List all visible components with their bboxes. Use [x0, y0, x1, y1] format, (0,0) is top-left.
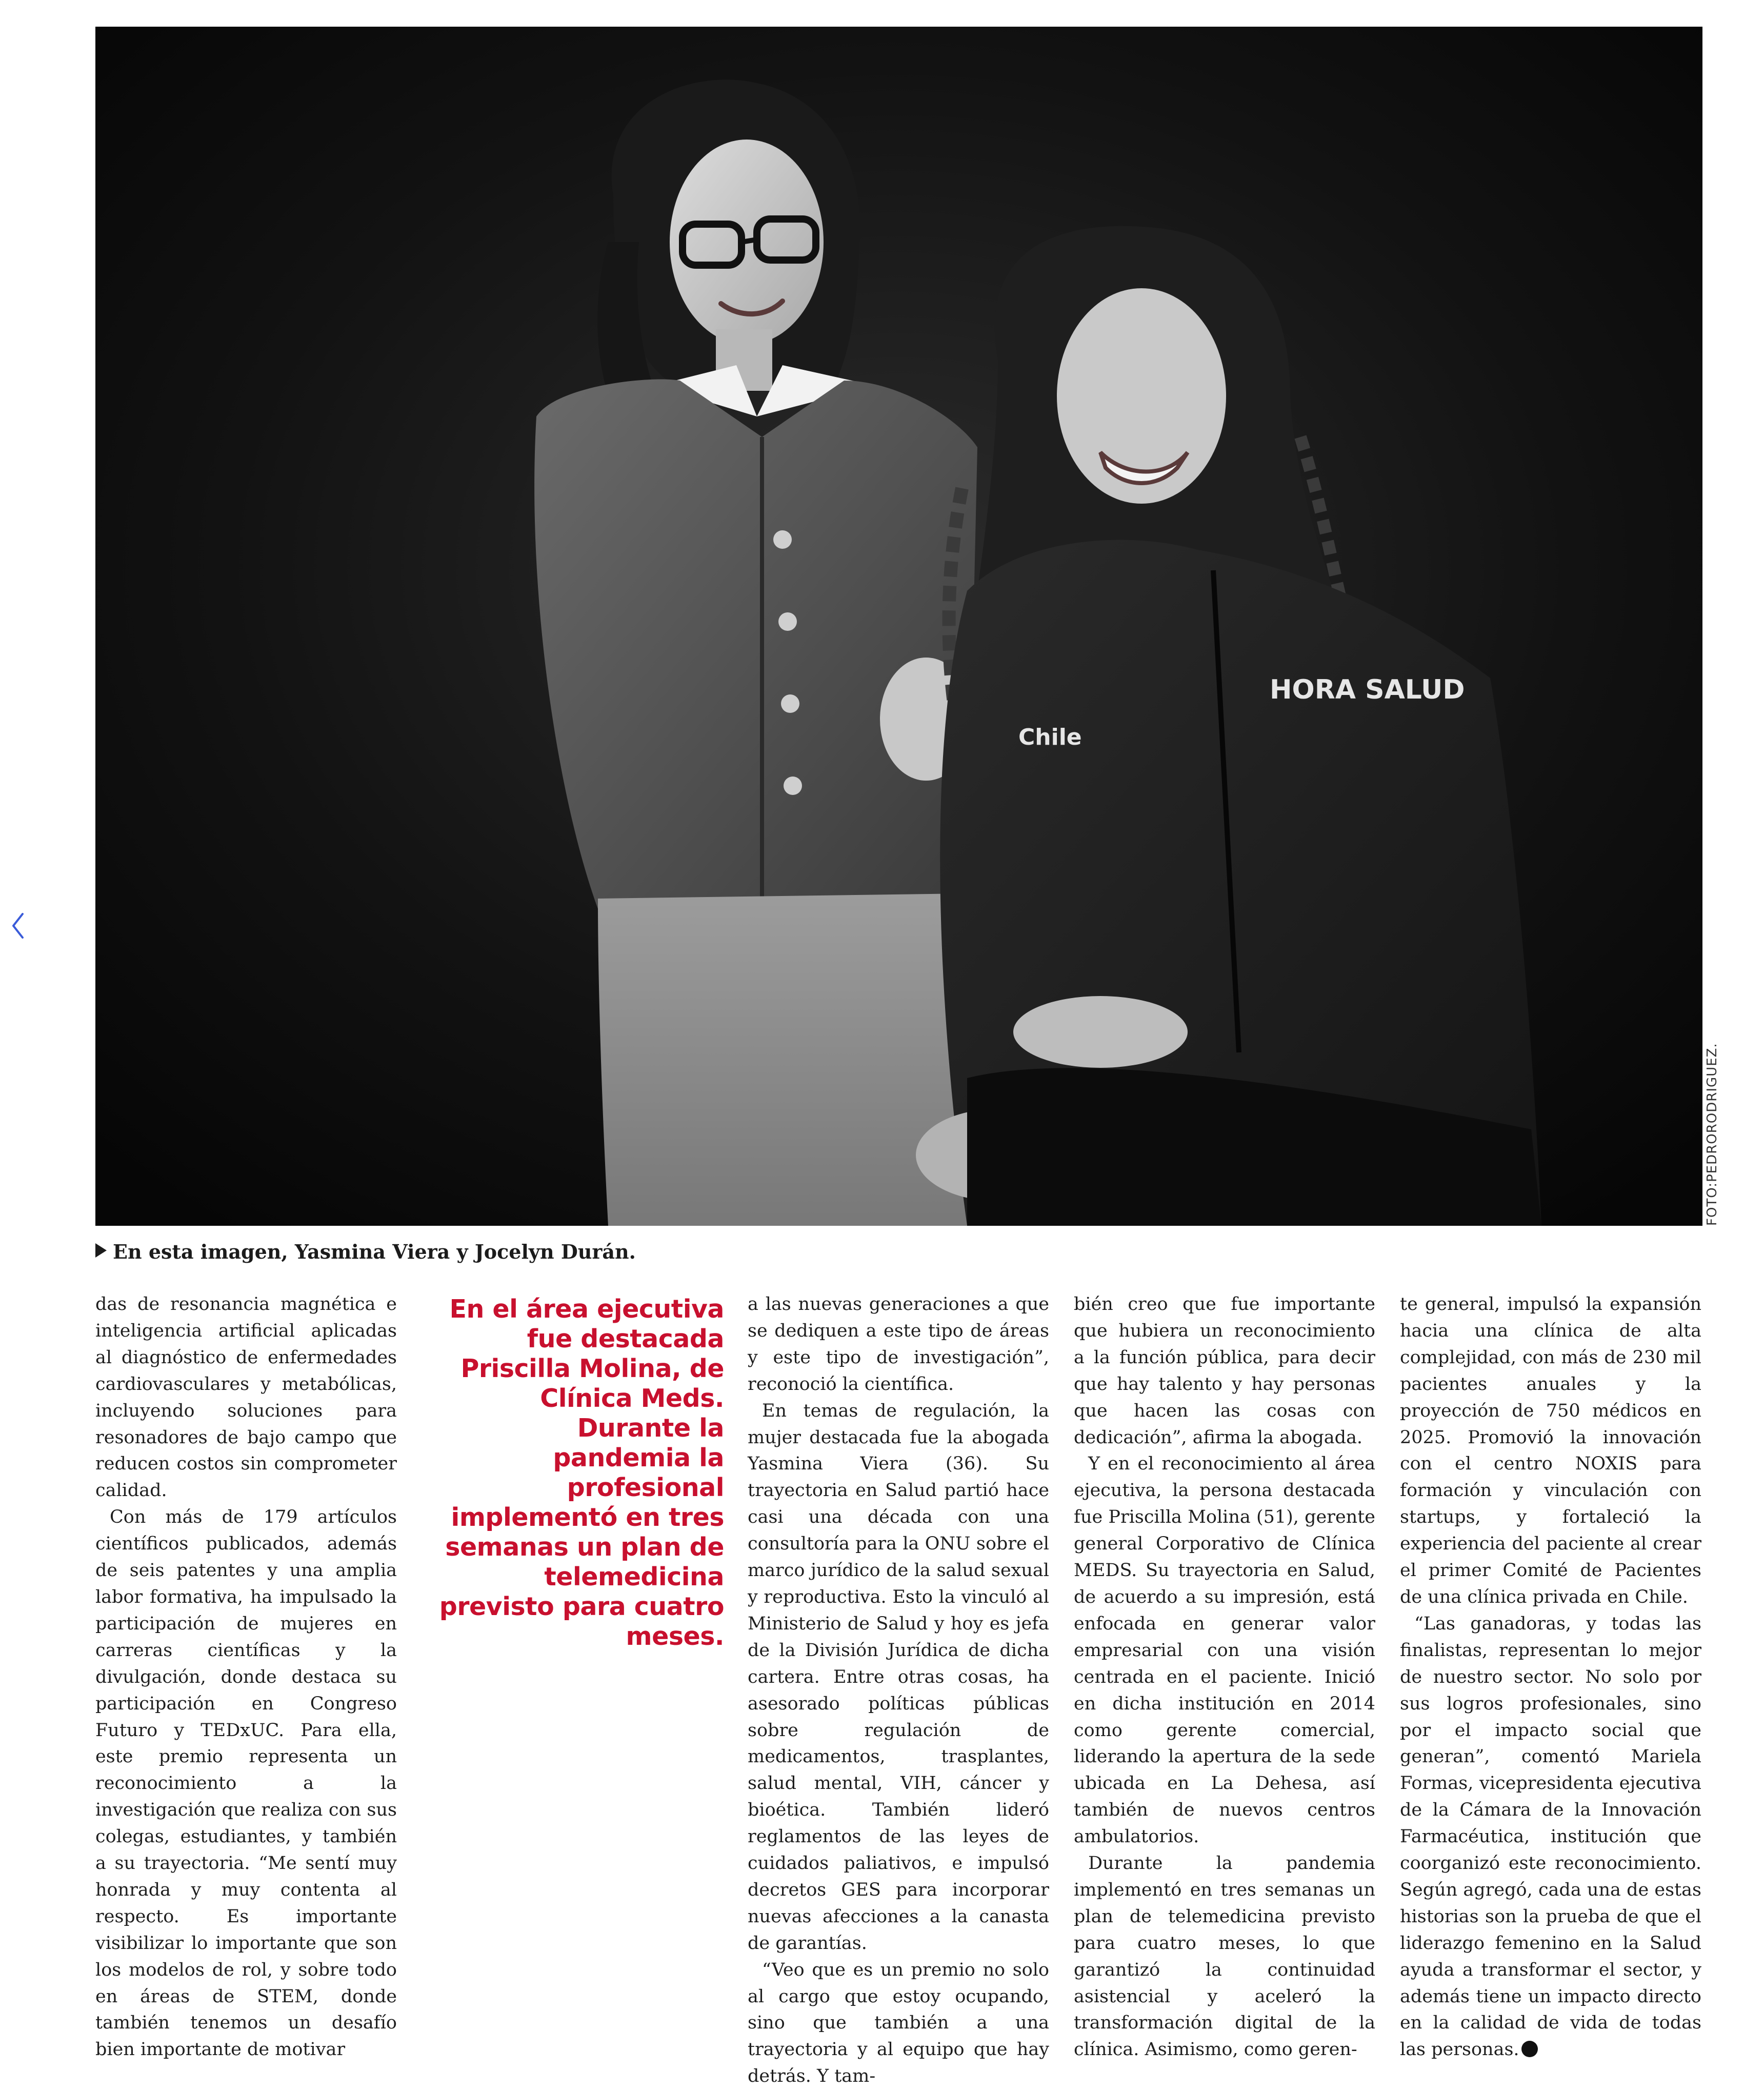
triangle-right-icon — [95, 1243, 107, 1258]
paragraph: Durante la pandemia implementó en tres semanas un plan de telemedicina previsto para cuatro meses, lo que garantizó la continuidad asistencial y aceleró la transformación digital de la clínica. Asimismo, como geren- — [1074, 1853, 1375, 2060]
article-column-3 — [748, 1291, 1049, 2090]
jacket-logo-text: HORA SALUD — [1270, 674, 1465, 705]
paragraph: bién creo que fue importante que hubiera un reconocimiento a la función pública, para decir que hay talento y hay personas que hacen las cosas con dedicación”, afirma la abogada. — [1074, 1294, 1375, 1448]
article-column-4 — [1074, 1291, 1375, 2063]
photo-credit-text: FOTO:PEDRORODRIGUEZ. — [1705, 1043, 1720, 1226]
paragraph: das de resonancia magnética e inteligencia artificial aplicadas al diagnóstico de enfermedades cardiovasculares y metabólicas, incluyendo soluciones para resonadores de bajo campo que reducen costos sin comprometer calidad. — [95, 1294, 397, 1501]
photo-caption — [95, 1240, 1429, 1263]
jacket-chile-text: Chile — [1018, 724, 1082, 750]
paragraph: “Veo que es un premio no solo al cargo que estoy ocupando, sino que también a una trayectoria y al equipo que hay detrás. Y tam- — [748, 1959, 1049, 2087]
article-column-5 — [1400, 1291, 1701, 2063]
paragraph: a las nuevas generaciones a que se dediquen a este tipo de áreas y este tipo de investigación”, reconoció la científica. — [748, 1294, 1049, 1395]
chevron-left-icon — [7, 908, 28, 944]
end-dot-icon — [1521, 2041, 1538, 2057]
paragraph: Con más de 179 artículos científicos publicados, además de seis patentes y una amplia labor formativa, ha impulsado la participación de mujeres en carreras científicas y la divulgación, donde destaca su participación en Congreso Futuro y TEDxUC. Para ella, este premio representa un reconocimiento a la investigación que realiza con sus colegas, estudiantes, y también a su trayectoria. “Me sentí muy honrada y muy contenta al respecto. Es importante visibilizar lo importante que son los modelos de rol, y sobre todo en áreas de STEM, donde también tenemos un desafío bien importante de motivar — [95, 1507, 397, 2060]
paragraph: En temas de regulación, la mujer destacada fue la abogada Yasmina Viera (36). Su trayectoria en Salud partió hace casi una década con una consultoría para la ONU sobre el marco jurídico de la salud sexual y reproductiva. Esto la vinculó al Ministerio de Salud y hoy es jefa de la División Jurídica de dicha cartera. Entre otras cosas, ha asesorado políticas públicas sobre regulación de medicamentos, trasplantes, salud mental, VIH, cáncer y bioética. También lideró reglamentos de las leyes de cuidados paliativos, e impulsó decretos GES para incorporar nuevas afecciones a la canasta de garantías. — [748, 1400, 1049, 1954]
paragraph: Y en el reconocimiento al área ejecutiva, la persona destacada fue Priscilla Molina (51), gerente general Corporativo de Clínica MEDS. Su trayectoria en Salud, de acuerdo a su impresión, está enfocada en generar valor empresarial con una visión centrada en el paciente. Inició en dicha institución en 2014 como gerente comercial, liderando la apertura de la sede ubicada en La Dehesa, así también de nuevos centros ambulatorios. — [1074, 1454, 1375, 1847]
paragraph: te general, impulsó la expansión hacia una clínica de alta complejidad, con más de 230 mil pacientes anuales y la proyección de 750 médicos en 2025. Promovió la innovación con el centro NOXIS para formación y vinculación con startups, y fortaleció la experiencia del paciente al crear el primer Comité de Pacientes de una clínica privada en Chile. — [1400, 1294, 1701, 1607]
paragraph-text: “Las ganadoras, y todas las finalistas, representan lo mejor de nuestro sector. No solo por sus logros profesionales, sino por el impacto social que generan”, comentó Mariela Formas, vicepresidenta ejecutiva de la Cámara de la Innovación Farmacéutica, institución que coorganizó este reconocimiento. Según agregó, cada una de estas historias son la prueba de que el liderazgo femenino en la Salud ayuda a transformar el sector, y además tiene un impacto directo en la calidad de vida de todas las personas. — [1400, 1613, 1701, 2060]
pull-quote: En el área ejecutiva fue destacada Priscilla Molina, de Clínica Meds. Durante la pandemia la profesional implementó en tres semanas un plan de telemedicina previsto para cuatro meses. — [439, 1295, 724, 1651]
article-column-1 — [95, 1291, 397, 2063]
paragraph-last — [1400, 1611, 1701, 2063]
photo-illustration — [95, 27, 1702, 1226]
article-photo — [95, 27, 1702, 1226]
previous-page-button[interactable] — [7, 908, 28, 944]
caption-text: En esta imagen, Yasmina Viera y Jocelyn Durán. — [113, 1240, 636, 1263]
